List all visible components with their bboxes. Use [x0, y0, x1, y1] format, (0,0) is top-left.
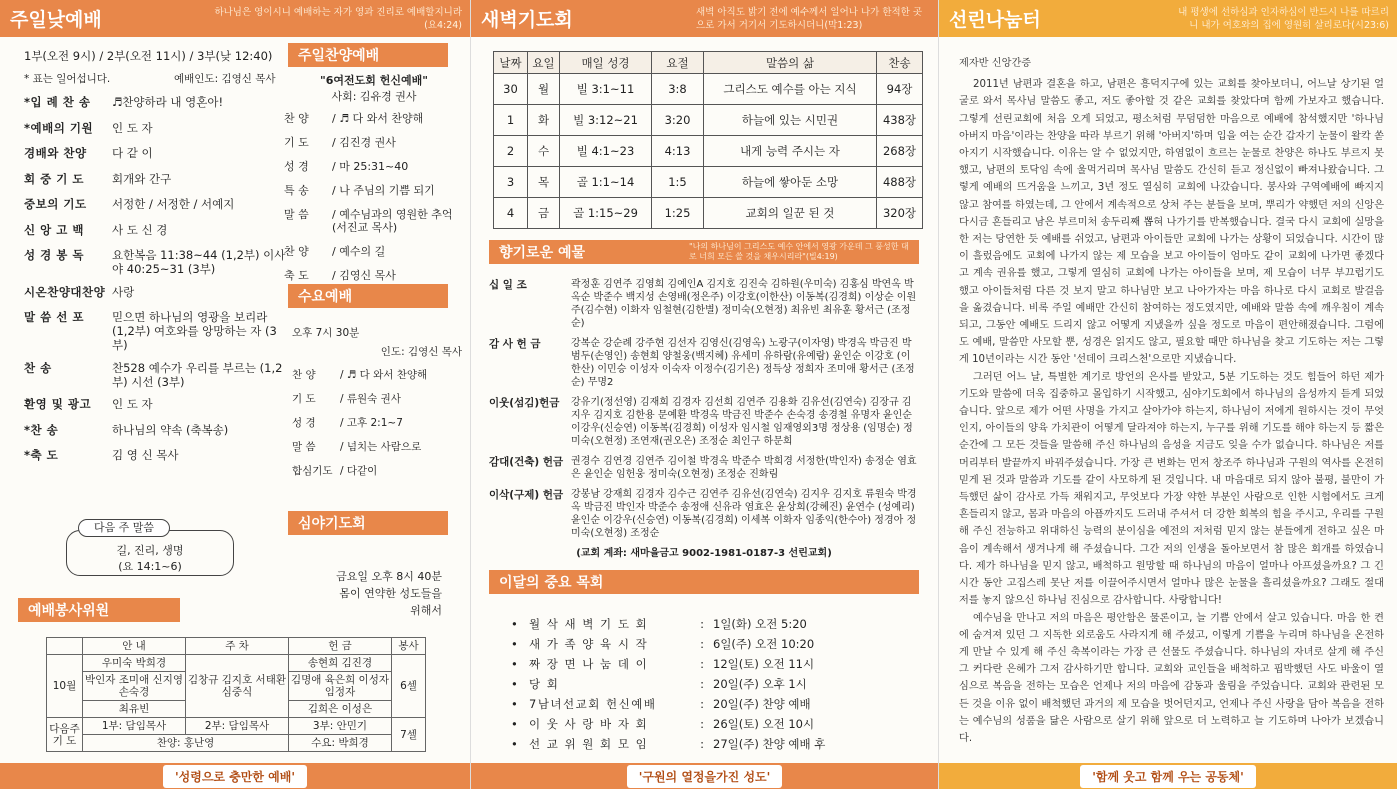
dawn-cell: 94장	[877, 74, 923, 105]
dawn-row	[494, 105, 923, 136]
program-label: 찬 양	[284, 245, 309, 258]
praise-leader: 찬양: 홍난영	[83, 735, 289, 752]
dawn-cell: 268장	[877, 136, 923, 167]
event-date: 1일(화) 오전 5:20	[713, 617, 807, 631]
program-value: / 김진경 권사	[332, 136, 396, 149]
event-row	[511, 694, 911, 714]
committee-h-usher: 안 내	[83, 638, 186, 655]
prayer-3: 3부: 안민기	[289, 718, 392, 735]
program-value: / 다같이	[340, 465, 378, 477]
sunday-footer	[0, 763, 470, 789]
order-row	[24, 310, 286, 352]
program-label: 찬 양	[284, 112, 309, 125]
committee-corner	[47, 638, 83, 655]
committee-month: 10월	[47, 655, 83, 718]
next-word-text: 길, 진리, 생명	[116, 544, 184, 557]
dawn-row	[494, 198, 923, 229]
offering-label: 감 사 헌 금	[489, 338, 541, 350]
dawn-h-hymn: 찬송	[877, 52, 923, 74]
committee-table	[46, 637, 426, 752]
event-row	[511, 714, 911, 734]
event-row	[511, 734, 911, 754]
event-name: 당 회	[529, 677, 560, 691]
event-row	[511, 674, 911, 694]
dawn-h-life: 말씀의 삶	[704, 52, 877, 74]
event-colon: :	[700, 697, 704, 711]
event-date: 20일(주) 오후 1시	[713, 677, 807, 691]
program-row	[284, 160, 464, 173]
bullet-icon: •	[511, 617, 518, 631]
bullet-icon: •	[511, 677, 518, 691]
program-label: 기 도	[292, 393, 316, 405]
program-label: 성 경	[292, 417, 316, 429]
next-prayer-label: 다음주 기 도	[47, 718, 83, 752]
offering-1: 송현희 김진경	[289, 655, 392, 672]
dawn-h-verse: 요절	[652, 52, 704, 74]
program-value: / 김영신 목사	[332, 269, 396, 282]
sunday-title: 주일낮예배	[10, 9, 102, 31]
dawn-footer	[471, 763, 938, 789]
offering-3: 김희은 이성은	[289, 701, 392, 718]
night-line-1: 금요일 오후 8시 40분	[336, 570, 442, 583]
dawn-cell: 교회의 일꾼 된 것	[704, 198, 877, 229]
order-row	[24, 95, 286, 112]
committee-header	[18, 598, 180, 622]
praise-service-header	[288, 43, 448, 67]
dawn-cell: 금	[528, 198, 560, 229]
prayer-1: 1부: 담임목사	[83, 718, 186, 735]
dawn-h-reading: 매일 성경	[560, 52, 652, 74]
next-service-cell: 7셀	[392, 718, 426, 752]
order-label: 찬 송	[24, 360, 52, 375]
bullet-icon: •	[511, 737, 518, 751]
dawn-cell: 1:5	[652, 167, 704, 198]
parking-team: 김창규 김지호 서태환 심중식	[186, 655, 289, 718]
event-name: 월 삭 새 벽 기 도 회	[529, 617, 649, 631]
bullet-icon: •	[511, 637, 518, 651]
order-label: 경배와 찬양	[24, 146, 87, 160]
dawn-cell: 438장	[877, 105, 923, 136]
order-row	[24, 121, 286, 138]
program-row	[284, 245, 464, 258]
wed-leader: 수요: 박희경	[289, 735, 392, 752]
dawn-h-day: 요일	[528, 52, 560, 74]
program-row	[284, 269, 464, 282]
offering-label: 이웃(섬김)헌금	[489, 397, 560, 409]
program-row	[292, 465, 462, 478]
committee-h-service: 봉사	[392, 638, 426, 655]
praise-host: 사회: 김유경 권사	[331, 90, 417, 103]
order-label: *예배의 기원	[24, 120, 94, 135]
sharing-footer	[939, 763, 1397, 789]
dawn-cell: 수	[528, 136, 560, 167]
dawn-cell: 내게 능력 주시는 자	[704, 136, 877, 167]
dawn-panel	[470, 0, 938, 789]
program-value: / 고후 2:1~7	[340, 417, 403, 429]
order-value: 믿으면 하나님의 영광을 보리라 (1,2부) 여호와를 앙망하는 자 (3부)	[112, 310, 277, 352]
dawn-cell: 320장	[877, 198, 923, 229]
order-value: 다 같 이	[112, 146, 153, 160]
dawn-cell: 4:13	[652, 136, 704, 167]
offering-header	[489, 240, 919, 264]
order-label: *축 도	[24, 448, 59, 462]
next-word-label: 다음 주 말씀	[78, 519, 170, 537]
service-leader: 예배인도: 김영신 목사	[174, 73, 276, 85]
wednesday-header	[288, 284, 448, 308]
dawn-cell: 3:8	[652, 74, 704, 105]
service-cell: 6셀	[392, 655, 426, 718]
dawn-h-date: 날짜	[494, 52, 528, 74]
program-row	[292, 369, 462, 382]
dawn-cell: 1	[494, 105, 528, 136]
event-row	[511, 614, 911, 634]
service-times: 1부(오전 9시) / 2부(오전 11시) / 3부(낮 12:40)	[24, 49, 273, 63]
dawn-cell: 2	[494, 136, 528, 167]
events-header	[489, 570, 919, 594]
testimony-para-3: 예수님을 만나고 저의 마음은 평안함은 물론이고, 늘 기쁨 안에서 살고 있습니다. 마음 한 켠에 숨겨져 있던 그 지독한 외로움도 사라지게 해 주셨고, 이렇게 기쁨을 누리며 하나님을 온전하게 만날 수 있게 해 주신 축복이라는 가장 큰 선물도 주셨습니다. 하나님의 자녀로 살게 해 주신 그 커다란 은혜가 그저 감사하기만 합니다. 교회와 교인들을 배척하고 핍박했던 사도 바울이 열심으로 복음을 전하는 모습은 언제나 저의 마음에 감동과 울림을 주었습니다. 교회와 관련된 모든 것을 이유 없이 배척했던 과거의 제 모습을 벗어던지고, 언제나 주신 사랑을 담아 복음을 전하는 예수님의 성품을 닮은 사람으로 살기 위해 앞으로 더 노력하고 늘 기도하며 나아가 보겠습니다.	[959, 612, 1384, 744]
event-colon: :	[700, 737, 704, 751]
order-label: 신 앙 고 백	[24, 222, 84, 237]
sharing-verse: 내 평생에 선하심과 인자하심이 반드시 나를 따르리니 내가 여호와의 집에 영원히 살리로다(시23:6)	[1178, 6, 1389, 31]
church-account: (교회 계좌: 새마을금고 9002-1981-0187-3 선린교회)	[576, 548, 832, 559]
offering-label: 감대(건축) 헌금	[489, 456, 564, 468]
event-colon: :	[700, 677, 704, 691]
program-value: / ♬ 다 와서 찬양해	[332, 112, 424, 125]
dawn-table	[493, 51, 923, 229]
offering-names: 강봉남 강재희 김경자 김수근 김연주 김유선(김연숙) 김지우 김지호 류원숙 박경옥 박금진 박인자 박준수 송정애 신유라 염효은 윤상희(강혜진) 윤연수 (성예리) 윤인순 이강우(신승연) 이동복(김경희) 이세복 이화자 임종익(한수아) 정경아 정미숙(오현정) 조정순	[571, 489, 917, 539]
event-date: 26일(토) 오전 10시	[713, 717, 815, 731]
offering-2: 김명애 육은희 이성자 임정자	[289, 672, 392, 701]
event-name: 이 웃 사 랑 바 자 회	[529, 717, 649, 731]
events-list	[511, 614, 911, 754]
sunday-verse: 하나님은 영이시니 예배하는 자가 영과 진리로 예배할지니라(요4:24)	[214, 6, 462, 31]
order-row	[24, 361, 286, 389]
committee-h-offering: 헌 금	[289, 638, 392, 655]
offering-title: 향기로운 예물	[499, 245, 586, 261]
order-row	[24, 146, 286, 163]
program-value: / 예수의 길	[332, 245, 386, 258]
order-row	[24, 172, 286, 189]
program-value: / 마 25:31~40	[332, 160, 409, 173]
order-label: 성 경 봉 독	[24, 248, 84, 262]
event-date: 27일(주) 찬양 예배 후	[713, 737, 826, 751]
program-label: 특 송	[284, 184, 309, 197]
sharing-title: 선린나눔터	[949, 9, 1041, 31]
order-row	[24, 448, 286, 465]
dawn-cell: 30	[494, 74, 528, 105]
event-date: 6일(주) 오전 10:20	[713, 637, 815, 651]
offering-label: 십 일 조	[489, 279, 527, 291]
sharing-header	[939, 0, 1397, 37]
program-value: / ♬ 다 와서 찬양해	[340, 369, 428, 381]
program-label: 기 도	[284, 136, 309, 149]
bullet-icon: •	[511, 697, 518, 711]
wednesday-title: 수요예배	[298, 289, 353, 305]
program-row	[284, 136, 464, 149]
order-label: 말 씀 선 포	[24, 310, 84, 324]
sunday-header	[0, 0, 470, 37]
program-label: 합심기도	[292, 465, 333, 477]
offering-names: 강유기(정선영) 김재희 김경자 김선희 김연주 김용화 김유선(김연숙) 김장규 김지우 김지호 김한용 문예환 박경옥 박금진 박준수 손숙경 송경철 유명자 윤인순 이강우(신승연) 이동복(김경희) 이성자 임시철 임재영외3명 정상용 (임명순) 정미숙(오현정) 조연재(권오은) 조정순 최인구 하문희	[571, 397, 913, 447]
next-word-ref: (요 14:1~6)	[118, 560, 182, 573]
event-colon: :	[700, 717, 704, 731]
event-date: 12일(토) 오전 11시	[713, 657, 815, 671]
praise-service-title: 주일찬양예배	[298, 48, 380, 64]
order-value: 사 도 신 경	[112, 222, 168, 237]
wednesday-time: 오후 7시 30분	[292, 327, 360, 339]
order-label: 시온찬양대찬양	[24, 284, 106, 299]
program-row	[292, 393, 462, 406]
wednesday-leader: 인도: 김영신 목사	[380, 346, 462, 358]
event-colon: :	[700, 657, 704, 671]
dawn-title: 새벽기도회	[481, 9, 573, 31]
dawn-cell: 목	[528, 167, 560, 198]
praise-service	[284, 72, 464, 293]
dawn-footer-text: '구원의 열정을가진 성도'	[627, 765, 783, 788]
bullet-icon: •	[511, 657, 518, 671]
sunday-panel	[0, 0, 470, 789]
dawn-cell: 3	[494, 167, 528, 198]
order-value: 인 도 자	[112, 120, 153, 135]
program-row	[284, 112, 464, 125]
offering-row	[489, 488, 919, 540]
event-colon: :	[700, 637, 704, 651]
dawn-cell: 하늘에 있는 시민권	[704, 105, 877, 136]
order-value: 서정한 / 서정한 / 서예지	[112, 197, 235, 211]
order-value: 사랑	[112, 284, 135, 299]
offering-list	[489, 278, 919, 560]
dawn-cell: 빌 4:1~23	[560, 136, 652, 167]
offering-row	[489, 337, 919, 389]
committee-h-parking: 주 차	[186, 638, 289, 655]
program-row	[292, 417, 462, 430]
dawn-cell: 골 1:1~14	[560, 167, 652, 198]
dawn-cell: 1:25	[652, 198, 704, 229]
program-value: / 넘치는 사람으로	[340, 441, 422, 453]
dawn-cell: 빌 3:1~11	[560, 74, 652, 105]
dawn-cell: 488장	[877, 167, 923, 198]
dawn-cell: 3:20	[652, 105, 704, 136]
wednesday-service	[292, 325, 462, 489]
usher-2: 박인자 조미애 신지영 손숙경	[83, 672, 186, 701]
night-prayer-header	[288, 511, 448, 535]
bullet-icon: •	[511, 717, 518, 731]
order-row	[24, 397, 286, 414]
night-line-3: 위해서	[410, 604, 442, 617]
order-label: 환영 및 광고	[24, 397, 92, 411]
order-value: 인 도 자	[112, 397, 153, 411]
praise-theme: "6여전도회 헌신예배"	[320, 74, 428, 87]
night-line-2: 몸이 연약한 성도들을	[339, 587, 442, 600]
dawn-cell: 빌 3:12~21	[560, 105, 652, 136]
dawn-cell: 골 1:15~29	[560, 198, 652, 229]
offering-names: 강복순 강순례 강주현 김선자 김영신(김영옥) 노광구(이자영) 박경옥 박금진 박범두(손영인) 송현희 양철웅(백지혜) 유세미 유하람(유예람) 윤인순 이강호 (이한산) 이민승 이성자 이숙자 이정수(김기은) 정득상 정희자 조미애 황서근 (조정순) 무명2	[571, 338, 915, 388]
offering-row	[489, 278, 919, 330]
committee-title: 예배봉사위원	[28, 603, 110, 619]
program-label: 말 씀	[292, 441, 316, 453]
dawn-row	[494, 136, 923, 167]
event-row	[511, 654, 911, 674]
sharing-panel	[938, 0, 1397, 789]
dawn-verse: 새벽 아직도 밝기 전에 예수께서 일어나 나가 한적한 곳으로 가서 거기서 기도하시더니(막1:23)	[696, 6, 923, 31]
program-row	[292, 441, 462, 454]
sunday-footer-text: '성령으로 충만한 예배'	[163, 765, 307, 788]
dawn-cell: 월	[528, 74, 560, 105]
program-label: 축 도	[284, 269, 309, 282]
offering-label: 이삭(구제) 헌금	[489, 489, 564, 501]
usher-3: 최유빈	[83, 701, 186, 718]
order-value: 김 영 신 목사	[112, 448, 179, 462]
order-label: *입 례 찬 송	[24, 95, 91, 109]
dawn-header	[471, 0, 938, 37]
order-value: 회개와 간구	[112, 171, 172, 186]
order-row	[24, 248, 286, 276]
night-prayer-info	[300, 568, 442, 619]
stand-note: * 표는 일어섭니다.	[24, 73, 111, 85]
night-prayer-title: 심야기도회	[298, 516, 366, 532]
order-value: ♬찬양하라 내 영혼아!	[112, 95, 224, 109]
program-value: / 류원숙 권사	[340, 393, 401, 405]
program-row	[284, 208, 464, 234]
program-value: / 나 주님의 기쁨 되기	[332, 184, 435, 197]
order-value: 하나님의 약속 (축복송)	[112, 422, 229, 437]
order-row	[24, 223, 286, 240]
prayer-2: 2부: 담임목사	[186, 718, 289, 735]
dawn-row	[494, 167, 923, 198]
testimony-para-2: 그러던 어느 날, 특별한 계기로 방언의 은사를 받았고, 5분 기도하는 것도 힘들어 하던 제가 기도와 말씀에 더욱 집중하고 몰입하기 시작했고, 심야기도회에서 하나님의 음성까지 듣게 되었습니다. 앞으로 제가 어떤 사명을 가지고 살아가야 하는지, 하나님이 저에게 원하시는 것이 무엇인지, 아이들의 양육 가치관이 어떻게 달라져야 하는지, 누구를 위해 기도를 해야 하는지 등 짧은 순간에 그 모든 것들을 말씀해 주신 하나님의 음성을 지금도 잊을 수가 없습니다. 하나님은 저를 머리부터 발끝까지 바꿔주셨습니다. 가장 큰 변화는 먼저 창조주 하나님과 구원의 역사를 온전히 믿게 된 것과 말씀과 기도를 같이 사모하게 된 것입니다. 내 마음대로 되지 않아 불평, 불만이 가득했던 삶이 감사로 가득 채워지고, 무엇보다 가장 약한 부분인 사람으로 인한 시험에서도 크게 흔들리지 않고, 몸과 마음의 아픔까지도 드러내 주셔서 더 강한 회복의 힘을 주시고, 우리를 구원해 주신 전능하고 위대하신 능력의 분이심을 예전의 저처럼 믿지 않는 분들에게 전하고 싶은 마음이 계속해서 생겨나게 해 주셨습니다. 그간 저의 인생을 돌아보면서 참 많은 회개를 하였습니다. 제가 하나님을 믿지 않고, 배척하고 원망할 때 하나님의 마음이 얼마나 아프셨을까요? 그 긴 시간 동안 고집스레 못난 저를 이끌어주시면서 얼마나 많은 눈물을 흘리셨을까요? 그래도 절대 저를 놓지 않으신 하나님 진심으로 감사합니다. 사랑합니다!	[959, 371, 1384, 607]
event-name: 7남녀선교회 헌신예배	[529, 697, 657, 711]
order-label: 중보의 기도	[24, 197, 87, 211]
offering-names: 곽정훈 김연주 김영희 김예인A 김지호 김진숙 김하원(우미숙) 김홍심 박연옥 박옥순 박준수 백지성 손영배(정은주) 이강호(이한산) 이동복(김경희) 이상순 이원주(김수현) 이화자 임철현(김한별) 정미숙(오현정) 최유빈 최유훈 황서근 (조정순)	[571, 279, 917, 329]
order-row	[24, 285, 286, 302]
order-value: 요한복음 11:38~44 (1,2부) 이사야 40:25~31 (3부)	[112, 248, 286, 276]
dawn-cell: 화	[528, 105, 560, 136]
event-date: 20일(주) 찬양 예배	[713, 697, 811, 711]
order-row	[24, 423, 286, 440]
events-title: 이달의 중요 목회	[499, 575, 604, 591]
program-label: 찬 양	[292, 369, 316, 381]
offering-verse: "나의 하나님이 그리스도 예수 안에서 영광 가운데 그 풍성한 대로 너희 모든 쓸 것을 채우시리라"(빌4:19)	[689, 242, 909, 261]
event-name: 새 가 족 양 육 시 작	[529, 637, 649, 651]
dawn-cell: 4	[494, 198, 528, 229]
program-label: 말 씀	[284, 208, 309, 221]
event-row	[511, 634, 911, 654]
usher-1: 우미숙 박희경	[83, 655, 186, 672]
order-label: *찬 송	[24, 422, 59, 437]
dawn-cell: 하늘에 쌓아둔 소망	[704, 167, 877, 198]
program-value: / 예수님과의 영원한 추억 (서진교 목사)	[332, 208, 453, 234]
program-label: 성 경	[284, 160, 309, 173]
event-colon: :	[700, 617, 704, 631]
program-row	[284, 184, 464, 197]
event-name: 짜 장 면 나 눔 데 이	[529, 657, 649, 671]
dawn-cell: 그리스도 예수를 아는 지식	[704, 74, 877, 105]
dawn-row	[494, 74, 923, 105]
testimony-para-1: 2011년 남편과 결혼을 하고, 남편은 흥덕지구에 있는 교회를 찾아보더니, 어느날 상기된 얼굴로 와서 목사님 말씀도 좋고, 저도 좋아할 것 같은 교회를 찾았다며 함께 가보자고 했습니다. 그렇게 선린교회에 처음 오게 되었고, 평소처럼 무덤덤한 마음으로 예배에 참석했지만 '하나님 아버지 마음'이라는 찬양을 따라 부르기 위해 '아버지'하며 입을 여는 순간 갑자기 눈물이 왈칵 쏟아지기 시작했습니다. 이유는 알 수 없었지만, 하염없이 흐르는 눈물로 찬양은 하나도 부르지 못했고, 남편의 토닥임 속에 울먹거리며 목사님 말씀도 간신히 듣고 정신없이 빠져나왔습니다. 그렇게 예배의 뜨거움을 느끼고, 3년 정도 열심히 교회에 나갔습니다. 봉사와 구역예배에 빠지지 않고 참여를 하였는데, 그 안에서 계속적으로 상처 주는 분들을 보며, 뿌리가 약했던 저의 신앙은 다시금 흔들리고 남은 부르미처 송두리째 뽑혀 나가기를 반복했습니다. 결국 다시 교회에 실망을 한 저는 당연한 듯 예배를 쉬었고, 남편과 아이들만 교회에 나가는 상황이 되었습니다. 시간이 많이 흘렀음에도 교회에 나가지 않는 제 모습을 보고 아이들이 엄마도 같이 교회에 나가면 좋겠다고 계속 권유를 했고, 그렇게 열심히 교회에 나가는 아이들을 보며, 제 모습이 너무 부끄럽기도 했고 아이들처럼 다른 것 보지 말고 하나님만 보고 나아가자는 마음 하나로 다시 교회로 발걸음을 옮겼습니다. 비록 주일 예배만 간신히 참여하는 정도였지만, 예배와 말씀 속에 깨우침이 계속되고, 그동안 예배도 드리지 않고 어떻게 지냈을까 싶을 정도로 마음이 편안해졌습니다. 그럼에도 예배, 말씀만 사모할 뿐, 성경은 읽지도 않고, 필요할 때만 하나님을 찾고 기도하는 저는 그렇게 10년이라는 시간 동안 '선데이 크리스천'으로만 지냈습니다.	[959, 79, 1384, 366]
sunday-order	[24, 48, 286, 474]
offering-row	[489, 396, 919, 448]
event-name: 선 교 위 원 회 모 임	[529, 737, 649, 751]
testimony-author: 제자반 신앙간증	[959, 58, 1032, 69]
order-row	[24, 197, 286, 214]
order-label: 회 중 기 도	[24, 171, 84, 186]
offering-row	[489, 455, 919, 481]
testimony-article	[959, 55, 1384, 747]
sharing-footer-text: '함께 웃고 함께 우는 공동체'	[1080, 765, 1256, 788]
offering-names: 권경수 김연경 김연주 김이철 박경옥 박준수 박희경 서정한(박인자) 송정순 염효은 윤인순 임헌웅 정미숙(오현정) 조정순 진화림	[571, 456, 917, 480]
order-value: 찬528 예수가 우리를 부르는 (1,2부) 시선 (3부)	[112, 360, 283, 389]
